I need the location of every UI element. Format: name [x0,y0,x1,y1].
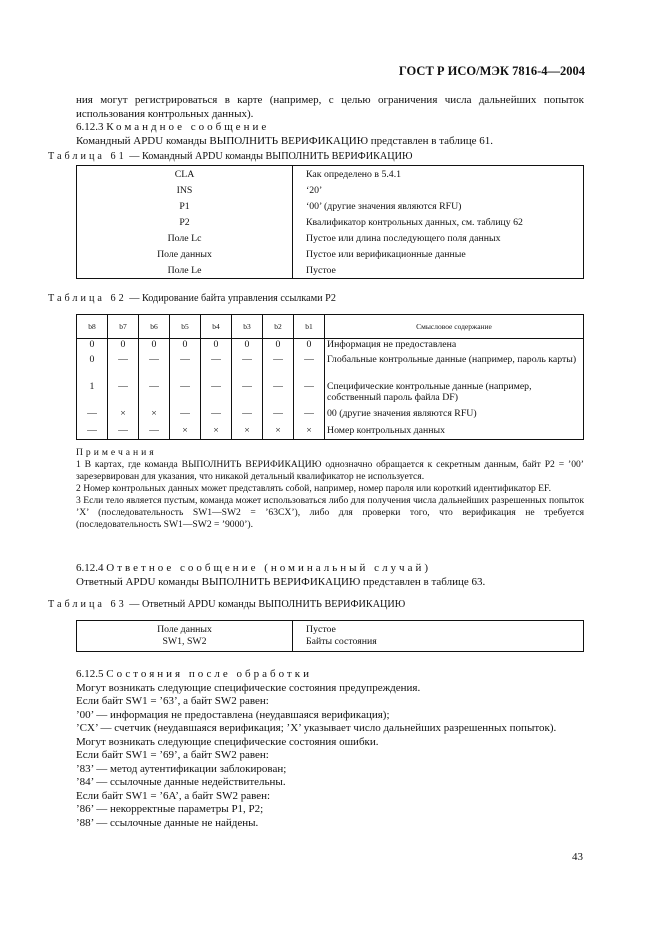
bit-cell: — [77,408,108,425]
field-cell: Поле Le [77,262,293,279]
field-cell [77,621,293,652]
table-63 [76,620,584,652]
field-cell: P1 [77,198,293,214]
field-label: Поле данных [157,624,212,635]
intro-paragraph: ния могут регистрироваться в карте (например, с целью ограничения числа дальнейших попыток использования контрольных данных). [76,94,584,120]
page-number: 43 [572,851,583,863]
bit-cell: 0 [139,339,170,354]
bit-cell: × [170,425,201,440]
text-line: ’83’ — метод аутентификации заблокирован; [76,762,287,775]
desc-label: Байты состояния [306,636,377,647]
bit-cell: 0 [263,339,294,354]
bit-cell: 1 [77,381,108,408]
notes-block [76,447,584,531]
bit-cell: — [294,381,325,408]
bit-cell: — [232,408,263,425]
bit-cell: — [108,425,139,440]
bit-cell: — [294,354,325,381]
header-cell: b1 [294,315,325,339]
text-line: Если байт SW1 = ’69’, а байт SW2 равен: [76,749,269,761]
caption-text: — Командный APDU команды ВЫПОЛНИТЬ ВЕРИФИКАЦИЮ [129,151,413,162]
note-item: 3 Если тело является пустым, команда может использоваться либо для получения числа дальнейших разрешенных попыток ’X’ (последовательность SW1—SW2 = ’63CX’), либо для проверки того, что верификация не требуется (последовательность SW1—SW2 = ’9000’). [76,495,584,530]
text-line: ’CX’ — счетчик (неудавшаяся верификация; ’X’ указывает число дальнейших разрешенных попыток). [76,722,557,734]
text-line: Могут возникать следующие специфические состояния ошибки. [76,735,379,748]
section-6-12-4 [76,562,584,589]
section-text: Ответный APDU команды ВЫПОЛНИТЬ ВЕРИФИКАЦИЮ представлен в таблице 63. [76,575,486,588]
bit-cell: — [170,408,201,425]
field-cell: Поле Lc [77,230,293,246]
text-line: Если байт SW1 = ’6A’, а байт SW2 равен: [76,789,271,802]
table-row [77,381,584,408]
bit-cell: 0 [108,339,139,354]
section-6-12-3 [76,121,584,148]
desc-cell: ‘20’ [306,184,323,196]
bit-cell: × [139,408,170,425]
document-header: ГОСТ Р ИСО/МЭК 7816-4—2004 [398,64,585,78]
table62-caption [48,292,556,306]
table-row [77,246,584,262]
table-61 [76,165,584,279]
table63-caption [48,598,556,612]
bit-cell: — [108,381,139,408]
bit-cell: — [170,354,201,381]
section-6-12-5 [76,668,584,830]
text-line: ’84’ — ссылочные данные недействительны. [76,776,286,788]
bit-cell: — [139,354,170,381]
desc-cell: Как определено в 5.4.1 [306,168,402,180]
header-cell: b5 [170,315,201,339]
field-cell: INS [77,182,293,198]
bit-cell: 0 [294,339,325,354]
bit-cell: 0 [201,339,232,354]
text-line: ’00’ — информация не предоставлена (неудавшаяся верификация); [76,708,390,721]
section-title: Командное сообщение [106,121,270,133]
table-62 [76,314,584,440]
table-row [77,230,584,246]
meaning-cell: Номер контрольных данных [325,425,584,440]
bit-cell: 0 [77,339,108,354]
field-cell: CLA [77,166,293,183]
meaning-cell: Глобальные контрольные данные (например, пароль карты) [325,354,584,381]
header-cell: b2 [263,315,294,339]
bit-cell: — [294,408,325,425]
bit-cell: — [201,381,232,408]
meaning-cell: Информация не предоставлена [325,339,584,354]
text-line: Могут возникать следующие специфические состояния предупреждения. [76,681,421,694]
caption-label: Таблица 63 [48,599,127,610]
table-header-row [77,315,584,339]
bit-cell: — [201,354,232,381]
note-item: 2 Номер контрольных данных может представлять собой, например, номер пароля или короткий идентификатор EF. [76,483,552,494]
table-row [77,408,584,425]
header-cell: b3 [232,315,263,339]
bit-cell: — [263,381,294,408]
table-row [77,214,584,230]
caption-text: — Кодирование байта управления ссылками P2 [129,293,336,304]
meaning-cell: 00 (другие значения являются RFU) [325,408,584,425]
table61-caption [48,150,556,164]
desc-cell: Пустое или верификационные данные [306,248,466,260]
section-number: 6.12.3 [76,121,104,133]
table-row [77,198,584,214]
field-cell: P2 [77,214,293,230]
header-cell: b4 [201,315,232,339]
caption-label: Таблица 62 [48,293,127,304]
note-item: 1 В картах, где команда ВЫПОЛНИТЬ ВЕРИФИКАЦИЮ однозначно обращается к секретным данным, байт P2 = ’00’ зарезервирован для указания, что никакой детальный квалификатор не используется. [76,459,584,482]
caption-label: Таблица 61 [48,151,127,162]
section-title: Ответное сообщение (номинальный случай) [106,562,432,574]
header-cell: b7 [108,315,139,339]
notes-title: Примечания [76,447,157,458]
table-row [77,354,584,381]
desc-cell: Квалификатор контрольных данных, см. таблицу 62 [306,216,523,228]
bit-cell: — [139,425,170,440]
bit-cell: 0 [77,354,108,381]
bit-cell: — [139,381,170,408]
text-line: Если байт SW1 = ’63’, а байт SW2 равен: [76,695,269,707]
bit-cell: — [170,381,201,408]
section-text: Командный APDU команды ВЫПОЛНИТЬ ВЕРИФИКАЦИЮ представлен в таблице 61. [76,134,494,147]
table-row [77,425,584,440]
bit-cell: — [108,354,139,381]
section-title: Состояния после обработки [106,668,312,680]
bit-cell: × [232,425,263,440]
desc-cell: Пустое или длина последующего поля данных [306,232,501,244]
header-cell: b6 [139,315,170,339]
table-row [77,166,584,183]
text-line: ’86’ — некорректные параметры P1, P2; [76,803,264,815]
bit-cell: — [263,354,294,381]
bit-cell: — [232,381,263,408]
bit-cell: 0 [232,339,263,354]
desc-cell [293,621,584,652]
header-cell: Смысловое содержание [325,315,584,339]
header-cell: b8 [77,315,108,339]
bit-cell: × [263,425,294,440]
section-number: 6.12.4 [76,562,104,574]
bit-cell: — [201,408,232,425]
bit-cell: × [201,425,232,440]
field-label: SW1, SW2 [162,636,207,647]
bit-cell: — [77,425,108,440]
bit-cell: × [294,425,325,440]
desc-cell: ‘00’ (другие значения являются RFU) [306,200,462,212]
bit-cell: — [232,354,263,381]
bit-cell: × [108,408,139,425]
caption-text: — Ответный APDU команды ВЫПОЛНИТЬ ВЕРИФИКАЦИЮ [129,599,406,610]
table-row [77,262,584,279]
table-row [77,339,584,354]
desc-label: Пустое [306,624,336,635]
meaning-cell: Специфические контрольные данные (например, собственный пароль файла DF) [325,381,584,408]
text-line: ’88’ — ссылочные данные не найдены. [76,816,259,829]
bit-cell: — [263,408,294,425]
field-cell: Поле данных [77,246,293,262]
table-row [77,621,584,652]
desc-cell: Пустое [306,264,336,276]
section-number: 6.12.5 [76,668,104,680]
table-row [77,182,584,198]
bit-cell: 0 [170,339,201,354]
